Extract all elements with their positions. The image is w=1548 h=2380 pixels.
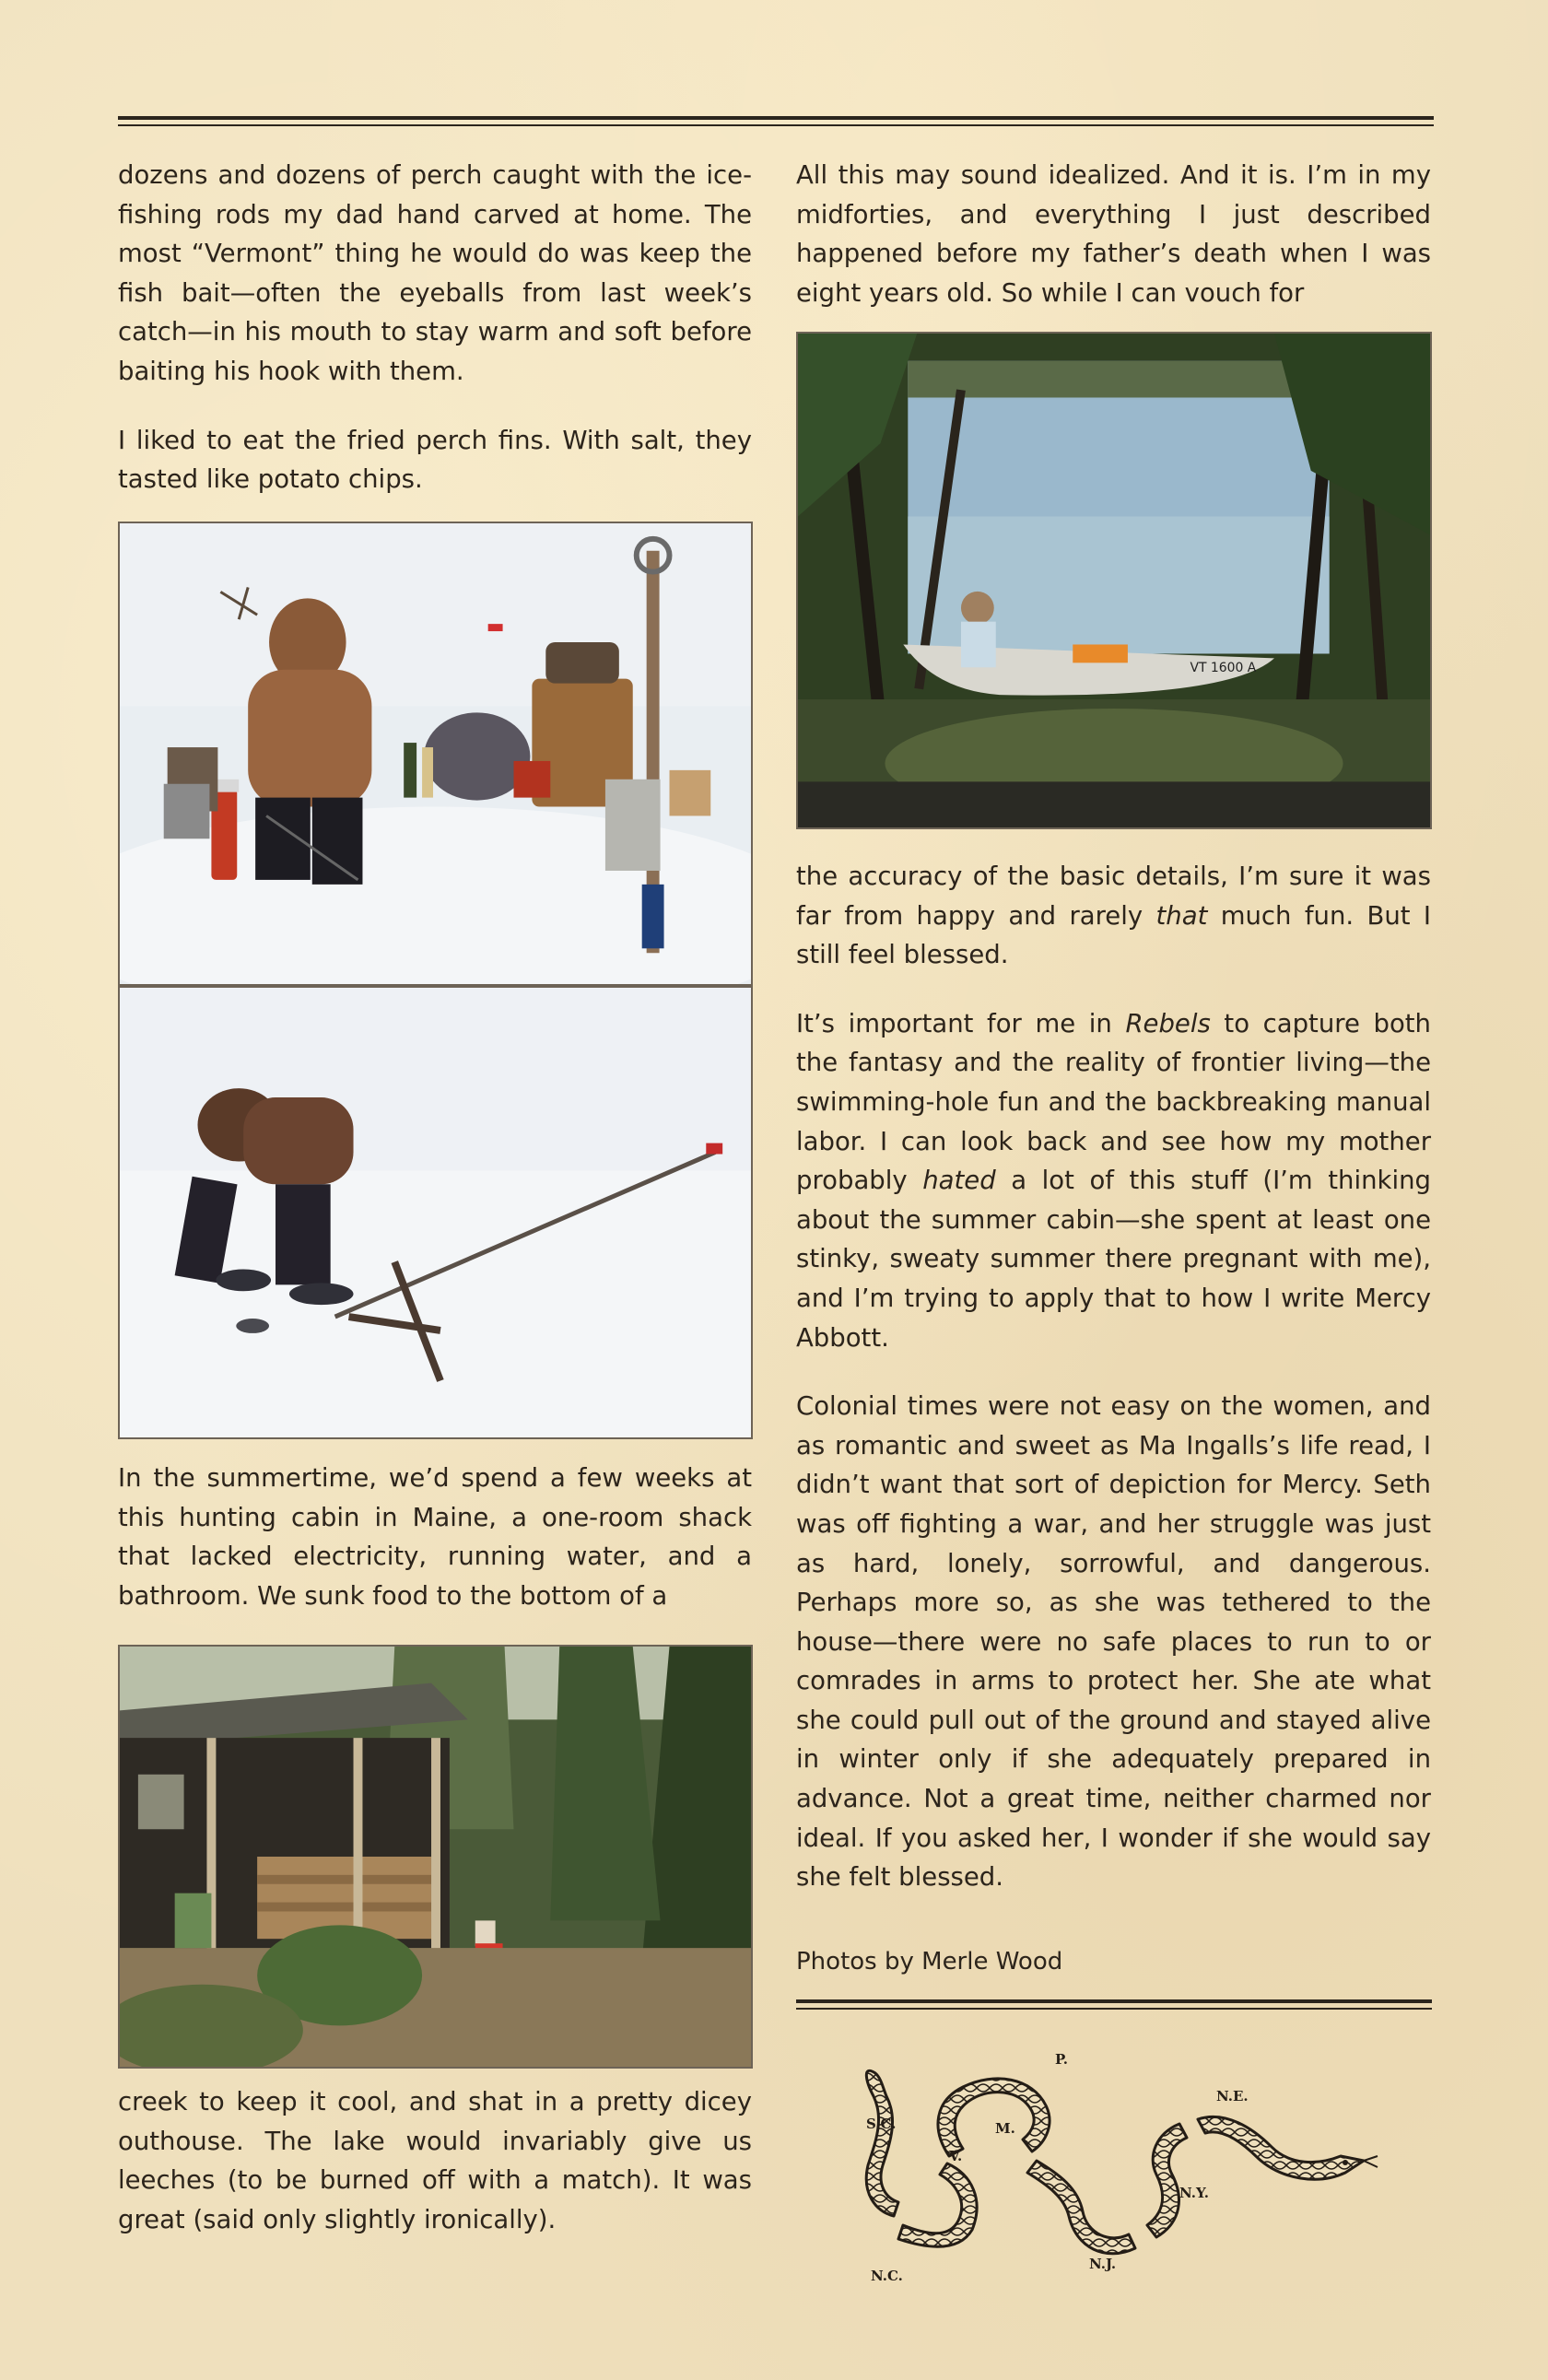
snake-label-sc: S.C. xyxy=(866,2116,897,2132)
snake-segment-va-md xyxy=(938,2079,1050,2156)
snake-segment-ny xyxy=(1147,2124,1187,2237)
right-paragraph-3 xyxy=(796,1004,1431,1357)
photo-lake-canoe xyxy=(796,332,1432,829)
left-paragraph-4: creek to keep it cool, and shat in a pretty dicey outhouse. The lake would invariably give us leeches (to be burned off with a match). It was great (said only slightly ironically). xyxy=(118,2087,752,2234)
snake-label-va: V. xyxy=(949,2148,963,2164)
snake-segment-nc xyxy=(898,2163,977,2246)
photo-child-ice-hole xyxy=(118,986,753,1439)
right-paragraph-2 xyxy=(796,857,1431,975)
right-paragraph-3-part-c: a lot of this stuff (I’m thinking about the summer cabin—she spent at least one stinky, sweaty summer there pregnant with me), and I’m trying to apply that to how I write Mercy Abbott. xyxy=(796,1166,1432,1353)
right-paragraph-3-emphasis-1: Rebels xyxy=(1125,1008,1211,1038)
photo-ice-fishing-gear xyxy=(118,522,753,986)
left-paragraph-2: I liked to eat the fried perch fins. With salt, they tasted like potato chips. xyxy=(118,425,752,495)
snake-label-md: M. xyxy=(995,2120,1015,2137)
snake-label-nc: N.C. xyxy=(871,2268,903,2284)
right-paragraph-2-part-a: the accuracy of the basic details, I’m sure it was far from happy and rarely xyxy=(796,862,1431,931)
left-text-bottom xyxy=(118,2082,752,2239)
left-paragraph-3: In the summertime, we’d spend a few weeks at this hunting cabin in Maine, a one-room shack that lacked electricity, running water, and a bathroom. We sunk food to the bottom of a xyxy=(118,1463,752,1611)
right-paragraph-4: Colonial times were not easy on the women, and as romantic and sweet as Ma Ingalls’s life read, I didn’t want that sort of depiction for Mercy. Seth was off fighting a war, and her struggle was just as hard, lonely, sorrowful, and dangerous. Perhaps more so, as she was tethered to the house—there were no safe places to run to or comrades in arms to protect her. She ate what she could pull out of the ground and stayed alive in winter only if she adequately prepared in advance. Not a great time, neither charmed nor ideal. If you asked her, I wonder if she would say she felt blessed. xyxy=(796,1391,1431,1893)
right-paragraph-3-emphasis-2: hated xyxy=(922,1166,996,1196)
snake-segment-sc xyxy=(866,2070,898,2216)
left-text-top xyxy=(118,156,752,499)
snake-label-ny: N.Y. xyxy=(1179,2185,1209,2201)
photo-credit: Photos by Merle Wood xyxy=(796,1948,1063,1976)
snake-label-nj: N.J. xyxy=(1089,2256,1117,2272)
right-paragraph-2-part-b: much fun. But I still feel blessed. xyxy=(796,900,1431,970)
right-text-top xyxy=(796,156,1431,312)
bottom-rule xyxy=(796,1999,1432,2003)
snake-label-ne: N.E. xyxy=(1216,2088,1249,2104)
right-paragraph-3-part-b: to capture both the fantasy and the reality of frontier living—the swimming-hole fun and the backbreaking manual labor. I can look back and see how my mother probably xyxy=(796,1008,1431,1196)
snake-segment-pa-nj xyxy=(1027,2161,1135,2254)
canoe-registration-text: VT 1600 A xyxy=(1190,661,1257,676)
right-text-middle xyxy=(796,857,1431,1897)
right-paragraph-1: All this may sound idealized. And it is. I’m in my midforties, and everything I just described happened before my father’s death when I was eight years old. So while I can vouch for xyxy=(796,160,1431,308)
left-paragraph-1: dozens and dozens of perch caught with the ice-fishing rods my dad hand carved at home. The most “Vermont” thing he would do was keep the fish bait—often the eyeballs from last week’s catch—in his mouth to stay warm and soft before baiting his hook with them. xyxy=(118,160,752,386)
snake-emblem xyxy=(848,2027,1382,2304)
snake-eye xyxy=(1343,2160,1348,2165)
snake-label-pa: P. xyxy=(1055,2051,1069,2068)
right-paragraph-2-emphasis: that xyxy=(1155,900,1208,931)
top-rule xyxy=(118,116,1434,120)
photo-hunting-cabin xyxy=(118,1645,753,2069)
snake-segment-ne-head xyxy=(1198,2116,1364,2179)
right-paragraph-3-part-a: It’s important for me in xyxy=(796,1008,1126,1038)
left-text-middle xyxy=(118,1459,752,1615)
